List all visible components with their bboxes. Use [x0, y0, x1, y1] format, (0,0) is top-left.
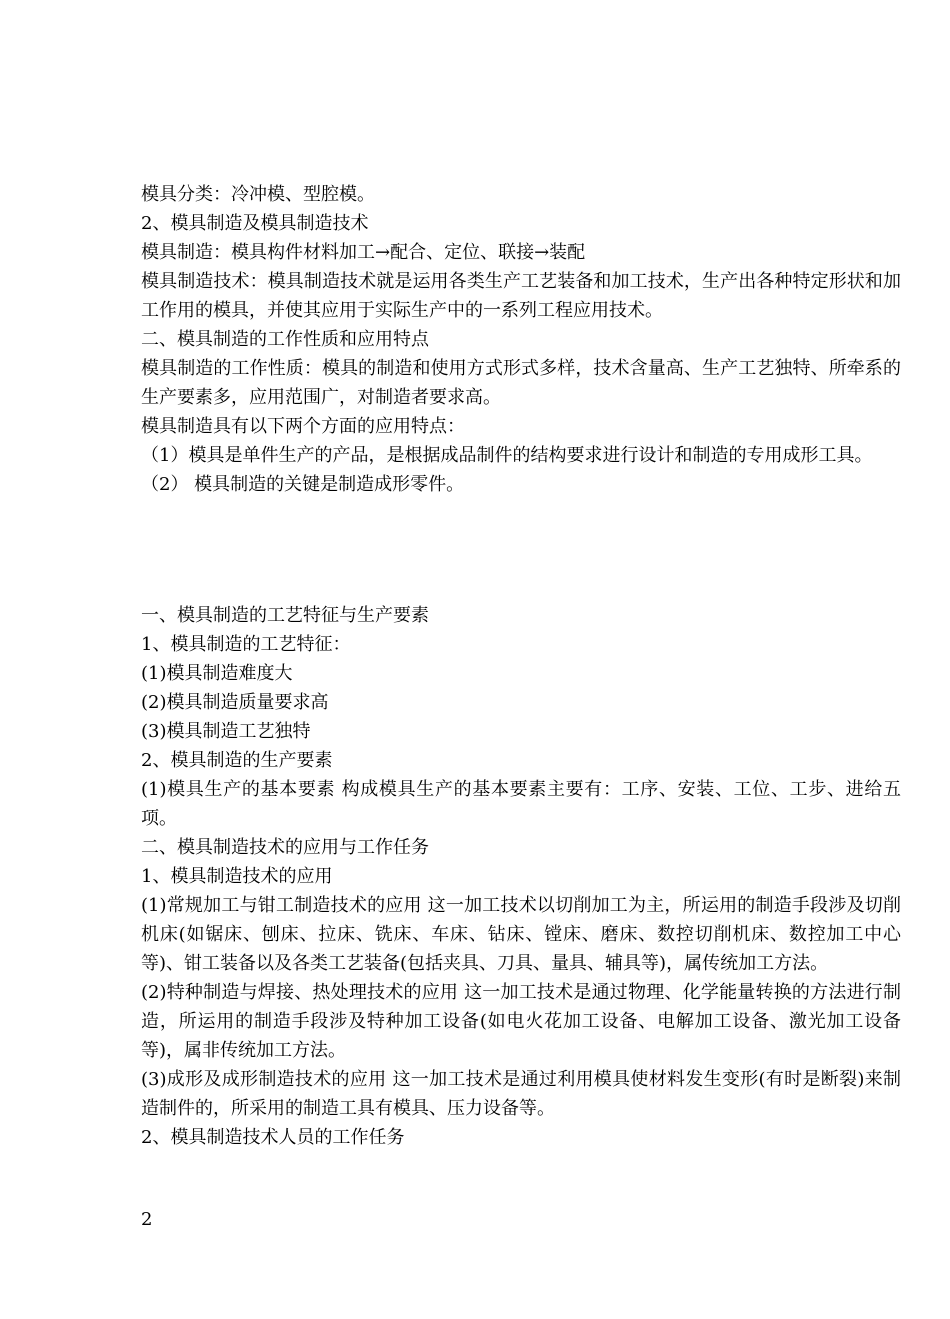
section-mold-classification — [141, 180, 901, 499]
paragraph: (1)模具制造难度大 — [141, 663, 293, 684]
paragraph: (2)模具制造质量要求高 — [141, 692, 329, 713]
paragraph: 1、模具制造技术的应用 — [141, 866, 333, 887]
paragraph: 模具制造的工作性质：模具的制造和使用方式形式多样，技术含量高、生产工艺独特、所牵系的生产要素多，应用范围广，对制造者要求高。 — [141, 358, 901, 408]
paragraph: （2） 模具制造的关键是制造成形零件。 — [141, 474, 465, 495]
paragraph: 二、模具制造技术的应用与工作任务 — [141, 837, 429, 858]
paragraph: 一、模具制造的工艺特征与生产要素 — [141, 605, 429, 626]
paragraph: (3)模具制造工艺独特 — [141, 721, 311, 742]
paragraph: （1）模具是单件生产的产品，是根据成品制件的结构要求进行设计和制造的专用成形工具。 — [141, 445, 873, 466]
paragraph: 2、模具制造的生产要素 — [141, 750, 333, 771]
paragraph: 1、模具制造的工艺特征： — [141, 634, 351, 655]
paragraph: (3)成形及成形制造技术的应用 这一加工技术是通过利用模具使材料发生变形(有时是断裂)来制造制件的，所采用的制造工具有模具、压力设备等。 — [141, 1069, 901, 1119]
paragraph: 模具制造具有以下两个方面的应用特点： — [141, 416, 465, 437]
paragraph: 2、模具制造及模具制造技术 — [141, 213, 369, 234]
paragraph: (2)特种制造与焊接、热处理技术的应用 这一加工技术是通过物理、化学能量转换的方法进行制造，所运用的制造手段涉及特种加工设备(如电火花加工设备、电解加工设备、激光加工设备等)，属非传统加工方法。 — [141, 982, 901, 1061]
paragraph: 模具分类：冷冲模、型腔模。 — [141, 184, 375, 205]
paragraph: 二、模具制造的工作性质和应用特点 — [141, 329, 429, 350]
paragraph: 模具制造：模具构件材料加工→配合、定位、联接→装配 — [141, 242, 586, 263]
section-process-features — [141, 601, 901, 1152]
paragraph: (1)模具生产的基本要素 构成模具生产的基本要素主要有：工序、安装、工位、工步、进给五项。 — [141, 779, 901, 829]
paragraph: (1)常规加工与钳工制造技术的应用 这一加工技术以切削加工为主，所运用的制造手段涉及切削机床(如锯床、刨床、拉床、铣床、车床、钻床、镗床、磨床、数控切削机床、数控加工中心等)、钳工装备以及各类工艺装备(包括夹具、刀具、量具、辅具等)，属传统加工方法。 — [141, 895, 901, 974]
page-number: 2 — [141, 1209, 153, 1230]
paragraph: 模具制造技术：模具制造技术就是运用各类生产工艺装备和加工技术，生产出各种特定形状和加工作用的模具，并使其应用于实际生产中的一系列工程应用技术。 — [141, 271, 901, 321]
paragraph: 2、模具制造技术人员的工作任务 — [141, 1127, 405, 1148]
